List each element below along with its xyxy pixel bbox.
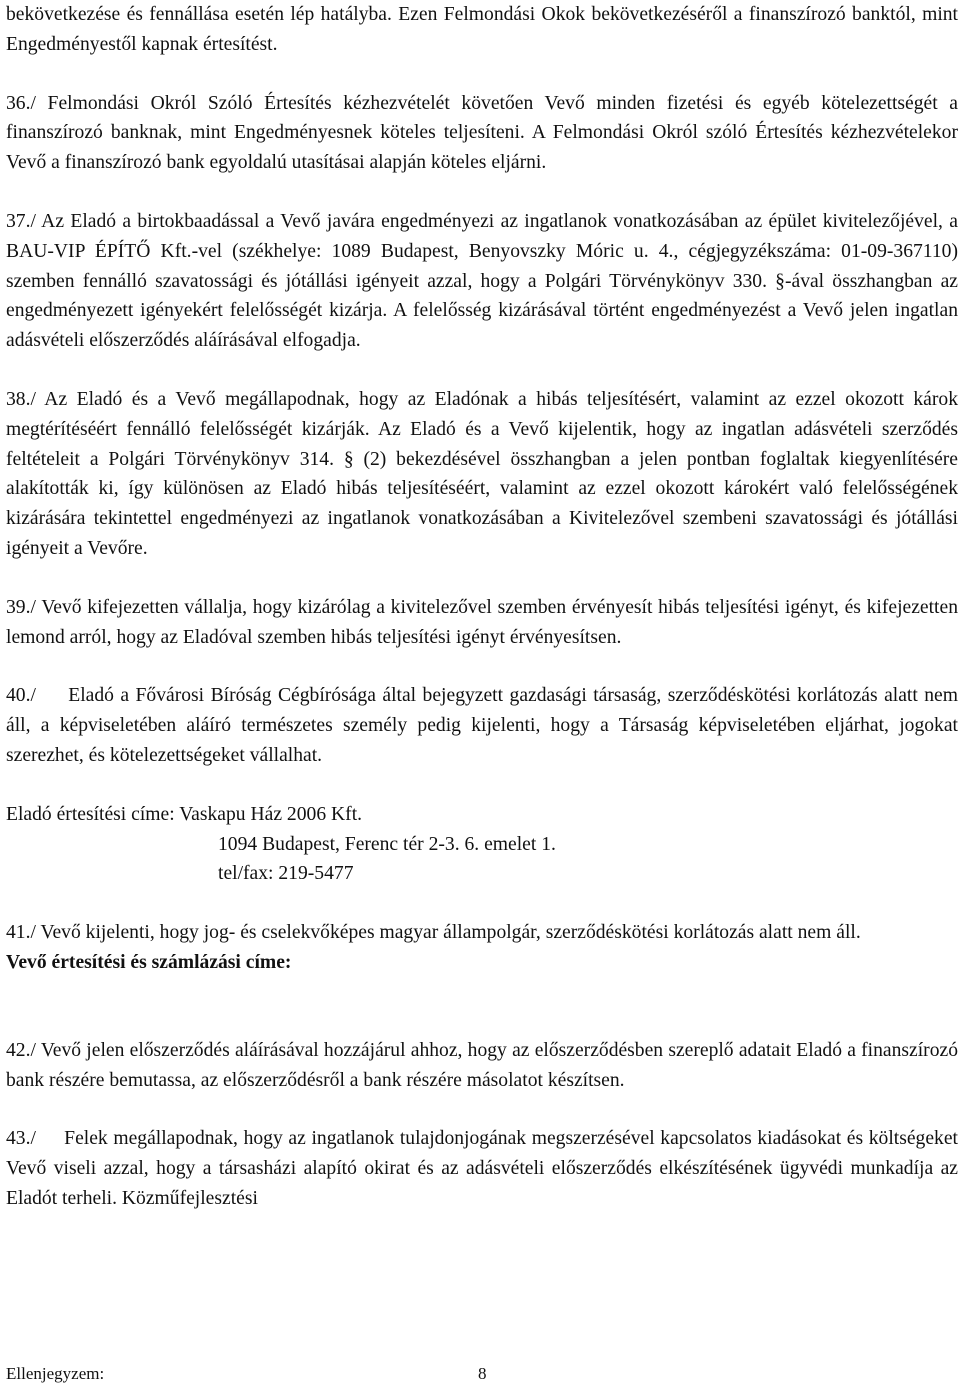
countersign-label: Ellenjegyzem: [6, 1364, 105, 1383]
paragraph-41: 41./ Vevő kijelenti, hogy jog- és cselekvőképes magyar állampolgár, szerződéskötési korlátozás alatt nem áll. [6, 922, 861, 944]
paragraph-36: 36./ Felmondási Okról Szóló Értesítés kézhezvételét követően Vevő minden fizetési és egyéb kötelezettségét a finanszírozó banknak, mint Engedményesnek köteles teljesíteni. A Felmondási Okról szóló Értesítés kézhezvételekor Vevő a finanszírozó bank egyoldalú utasításai alapján köteles eljárni. [6, 92, 958, 174]
paragraph-37: 37./ Az Eladó a birtokbaadással a Vevő javára engedményezi az ingatlanok vonatkozásában az épület kivitelezőjével, a BAU-VIP ÉPÍTŐ Kft.-vel (székhelye: 1089 Budapest, Benyovszky Móric u. 4., cégjegyzékszáma: 01-09-367110) szemben fennálló szavatossági és jótállási igényeit azzal, hogy a Polgári Törvénykönyv 330. §-ával összhangban az engedményezett igényekért felelősségét kizárja. A felelősség kizárásával történt engedményezést a Vevő jelen ingatlan adásvételi előszerződés aláírásával elfogadja. [6, 210, 958, 352]
seller-address-line-3: tel/fax: 219-5477 [218, 863, 354, 885]
paragraph-40: 40./ Eladó a Fővárosi Bíróság Cégbírósága által bejegyzett gazdasági társaság, szerződéskötési korlátozás alatt nem áll, a képviseletében aláíró természetes személy pedig kijelenti, hogy a Társaság képviseletében eljárhat, jogokat szerezhet, és kötelezettségeket vállalhat. [6, 685, 958, 766]
paragraph-continuation: bekövetkezése és fennállása esetén lép hatályba. Ezen Felmondási Okok bekövetkezéséről a finanszírozó banktól, mint Engedményestől kapnak értesítést. [6, 4, 958, 55]
document-page [6, 0, 958, 1214]
paragraph-42: 42./ Vevő jelen előszerződés aláírásával hozzájárul ahhoz, hogy az előszerződésben szereplő adatait Eladó a finanszírozó bank részére bemutassa, az előszerződésről a bank részére másolatot készítsen. [6, 1039, 958, 1091]
seller-address-block [6, 800, 958, 889]
buyer-address-heading: Vevő értesítési és számlázási címe: [6, 951, 292, 973]
seller-address-line-2: 1094 Budapest, Ferenc tér 2-3. 6. emelet 1. [218, 833, 556, 855]
paragraph-38: 38./ Az Eladó és a Vevő megállapodnak, hogy az Eladónak a hibás teljesítésért, valamint az ezzel okozott károk megtérítéséért fennálló felelősségét kizárják. Az Eladó és a Vevő kijelentik, hogy az ingatlan adásvételi szerződés feltételeit a Polgári Törvénykönyv 314. § (2) bekezdésével összhangban a jelen pontban foglaltak kiegyenlítésére alakították ki, így különösen az Eladó hibás teljesítéséért, valamint az ezzel okozott károkért való felelősségének kizárására tekintettel engedményezi az ingatlanok vonatkozásában a Kivitelezővel szembeni szavatossági és jótállási igényeit a Vevőre. [6, 388, 958, 559]
paragraph-43: 43./ Felek megállapodnak, hogy az ingatlanok tulajdonjogának megszerzésével kapcsolatos kiadásokat és költségeket Vevő viseli azzal, hogy a társasházi alapító okirat és az adásvételi előszerződés elkészítésének ügyvédi munkadíja az Eladót terheli. Közműfejlesztési [6, 1128, 958, 1209]
page-number: 8 [478, 1364, 487, 1383]
paragraph-39: 39./ Vevő kifejezetten vállalja, hogy kizárólag a kivitelezővel szemben érvényesít hibás teljesítési igényt, és kifejezetten lemond arról, hogy az Eladóval szemben hibás teljesítési igényt érvényesítsen. [6, 596, 958, 648]
seller-address-line-1: Eladó értesítési címe: Vaskapu Ház 2006 Kft. [6, 803, 363, 825]
